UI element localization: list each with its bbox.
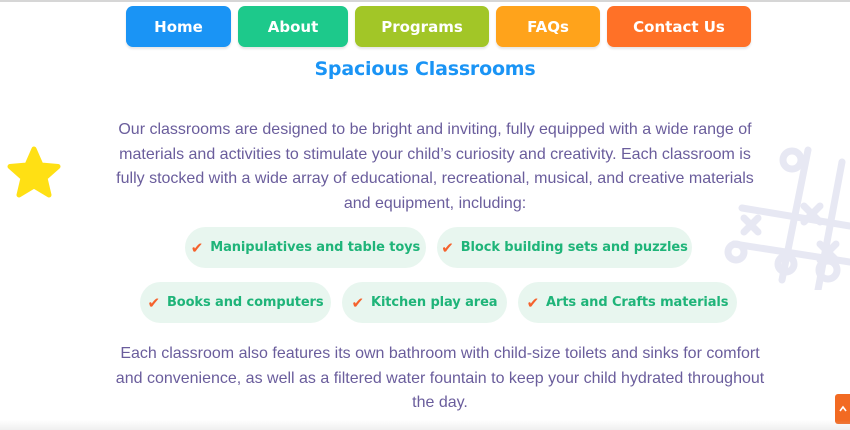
feature-item	[437, 227, 692, 268]
nav-contact-button[interactable]: Contact Us	[607, 6, 751, 47]
feature-label: Kitchen play area	[370, 295, 498, 310]
check-icon: ✔	[526, 293, 540, 312]
check-icon: ✔	[441, 238, 454, 257]
nav-home-button[interactable]: Home	[126, 6, 231, 47]
feature-item	[185, 227, 426, 268]
star-icon	[6, 146, 62, 200]
check-icon: ✔	[351, 293, 364, 312]
bottom-shadow	[0, 420, 850, 430]
main-navigation	[0, 6, 850, 48]
nav-programs-button[interactable]: Programs	[355, 6, 489, 47]
feature-item	[518, 282, 737, 323]
feature-item	[140, 282, 331, 323]
feature-label: Block building sets and puzzles	[460, 240, 688, 255]
feature-item	[342, 282, 507, 323]
top-divider	[0, 0, 850, 2]
section-title: Spacious Classrooms	[314, 58, 536, 80]
nav-faqs-button[interactable]: FAQs	[496, 6, 600, 47]
scroll-to-top-icon	[838, 404, 848, 414]
intro-paragraph: Our classrooms are designed to be bright and inviting, fully equipped with a wide range of materials and activities to stimulate your child’s curiosity and creativity. Each classroom is fully stocked with a wide array of educational, recreational, musical, and creative materials and equipment, including:	[116, 121, 754, 212]
feature-label: Books and computers	[166, 295, 324, 310]
nav-about-button[interactable]: About	[238, 6, 348, 47]
check-icon: ✔	[147, 293, 160, 312]
closing-paragraph: Each classroom also features its own bathroom with child-size toilets and sinks for comfort and convenience, as well as a filtered water fountain to keep your child hydrated throughout the day.	[115, 345, 765, 411]
feature-label: Arts and Crafts materials	[546, 295, 729, 310]
check-icon: ✔	[190, 238, 204, 257]
feature-label: Manipulatives and table toys	[210, 240, 421, 255]
